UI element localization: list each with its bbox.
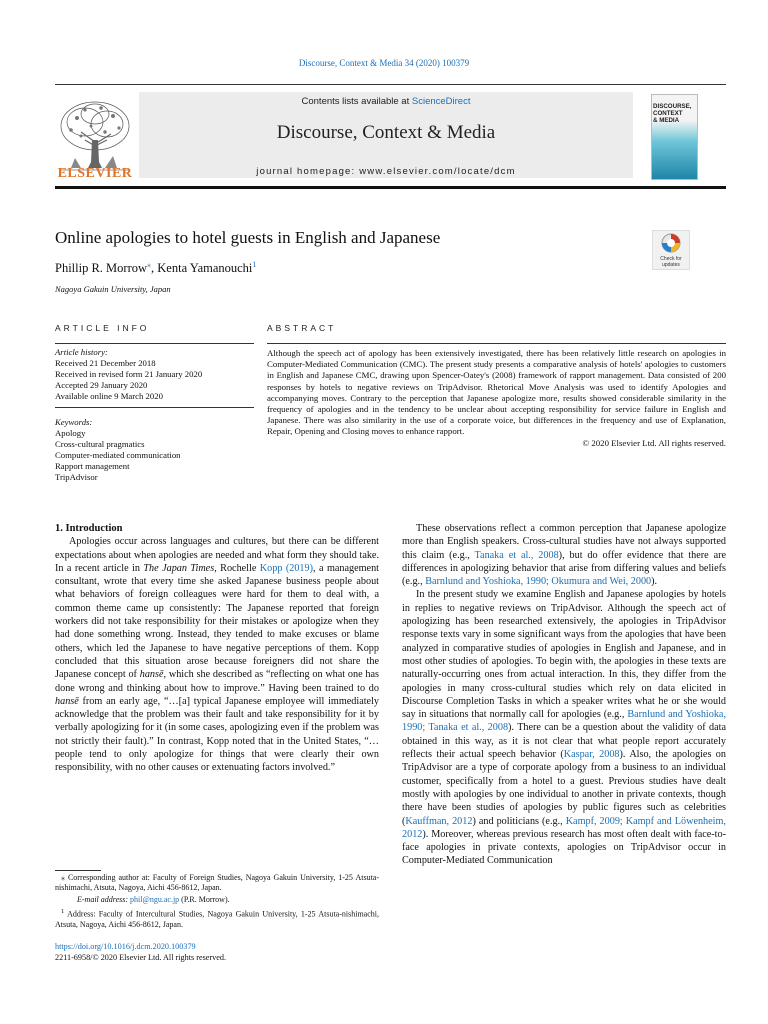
history-item: Received 21 December 2018 <box>55 358 156 368</box>
crossmark-label-line: Check for <box>660 256 682 262</box>
check-for-updates-badge[interactable] <box>652 230 690 270</box>
text-run: hansē <box>55 695 79 707</box>
author-name: Phillip R. Morrow <box>55 261 148 276</box>
article-info-rule <box>55 343 254 344</box>
paragraph <box>402 588 726 867</box>
article-info-heading: ARTICLE INFO <box>55 323 150 333</box>
text-run: In the present study we examine English and Japanese apologies by hotels in replies to negative reviews on TripAdvisor. Although the speech act of apologizing has been researched extensively, the apologies in TripAdvisor response texts vary in some significant ways from the apologies that have been analyzed in comparative studies of apologies in English and Japanese, and in most other studies of apologies. To begin with, the apologies in these texts are naturally-occurring ones from actual interaction. In this, they differ from the apologies in many cross-cultural studies which rely on data elicited in Discourse Completion Tasks in which a speaker writes what he or she would say in situations that normally call for apologies (e.g., <box>402 589 726 721</box>
contents-prefix: Contents lists available at <box>301 96 412 107</box>
doi-block <box>55 941 226 963</box>
text-run: , Rochelle <box>214 562 260 574</box>
citation-link[interactable]: Kopp (2019) <box>259 562 314 574</box>
corresponding-author-mark[interactable]: ⁎ <box>147 260 152 269</box>
footnotes <box>55 873 379 932</box>
elsevier-wordmark: ELSEVIER <box>57 166 133 181</box>
citation-link[interactable]: Kampf, 2009; Kampf and Löwenheim, 2012 <box>402 815 726 840</box>
author-list: Phillip R. Morrow⁎, Kenta Yamanouchi$^1$ <box>55 260 257 276</box>
history-item: Received in revised form 21 January 2020 <box>55 369 203 379</box>
footnote-rule <box>55 870 101 871</box>
affiliation: Nagoya Gakuin University, Japan <box>55 284 171 294</box>
text-run: , which she described as “reflecting on what one has done wrong and thinking about how to improve.” Having been trained to do <box>55 669 379 694</box>
text-run: These observations reflect a common perception that Japanese apologize more than English speakers. Cross-cultural studies have not always supported this claim (e.g., <box>402 523 726 561</box>
footnote-mark[interactable]: 1 <box>252 260 257 269</box>
text-run: from an early age, “…[a] typical Japanese employee will immediately acknowledge that the problem was their fault and take responsibility for it by verbally apologizing for it (in some cases, apologizing even if the problem was not strictly their fault).” In contrast, Kopp noted that in the United States, “…people tend to only apologize for things that were clearly their own responsibility, with no other causes or extenuating factors involved.” <box>55 695 379 774</box>
text-run: hansē <box>139 669 164 681</box>
history-heading: Article history: <box>55 347 108 357</box>
text-run: ). <box>651 576 658 588</box>
author-name: Kenta Yamanouchi <box>157 261 253 276</box>
article-history <box>55 347 202 402</box>
journal-homepage <box>139 166 633 177</box>
citation-link[interactable]: Barnlund and Yoshioka, 1990; Okumura and Wei, 2000 <box>425 576 652 588</box>
cover-text-line: & MEDIA <box>653 117 680 124</box>
body-column-right <box>402 522 726 868</box>
keywords <box>55 417 181 483</box>
text-run: ), but do offer evidence that there are differences in apologizing behavior that arise from differing values and beliefs (e.g., <box>402 549 727 588</box>
citation-link[interactable]: Tanaka et al., 2008 <box>474 549 559 561</box>
footnote-text: Address: Faculty of Intercultural Studies, Nagoya Gakuin University, 1-25 Atsuta-nishimachi, Atsuta, Nagoya, Aichi 456-8612, Japan. <box>55 909 379 929</box>
footnote-email <box>55 895 379 905</box>
masthead-box <box>139 92 633 178</box>
cover-title <box>652 103 698 124</box>
footnote-mark: ⁎ <box>61 873 65 882</box>
issn-copyright: 2211-6958/© 2020 Elsevier Ltd. All rights reserved. <box>55 953 227 962</box>
abstract-copyright: © 2020 Elsevier Ltd. All rights reserved. <box>582 437 726 448</box>
text-run: , a management consultant, wrote that every time she asked Japanese business people about what behaviors of foreign colleagues were hard for them to deal with, a common theme came up consistently: The Japanese reported that foreign workers did not take responsibility for their mistakes or apologize when they had done something wrong. Instead, they tended to make excuses or blame others, which led the Japanese to have negative perceptions of them. Kopp concluded that this situation arose because foreigners did not share the Japanese concept of <box>55 562 379 681</box>
journal-cover-thumbnail[interactable] <box>651 94 698 180</box>
footnote-text: Corresponding author at: Faculty of Foreign Studies, Nagoya Gakuin University, 1-25 Atsuta-nishimachi, Atsuta, Nagoya, Aichi 456-8612, Japan. <box>55 873 379 892</box>
keywords-heading: Keywords: <box>55 417 93 427</box>
history-item: Accepted 29 January 2020 <box>55 380 148 390</box>
sciencedirect-link[interactable]: ScienceDirect <box>411 96 471 107</box>
section-title: 1. Introduction <box>55 523 123 534</box>
crossmark-icon <box>653 231 689 257</box>
crossmark-label <box>653 257 689 268</box>
article-info-divider <box>55 407 254 408</box>
body-column-left <box>55 522 379 775</box>
doi-link[interactable]: https://doi.org/10.1016/j.dcm.2020.100379 <box>55 942 196 951</box>
keyword: Cross-cultural pragmatics <box>55 439 145 449</box>
abstract-rule <box>267 343 726 344</box>
text-run: The Japan Times <box>143 562 215 574</box>
paragraph <box>55 535 379 774</box>
top-rule <box>55 84 726 85</box>
footnote-1 <box>55 907 379 930</box>
keyword: Computer-mediated communication <box>55 450 181 460</box>
abstract-body <box>267 348 726 449</box>
text-run: ). Moreover, whereas previous research has most often dealt with face-to-face apologies in private contexts, apologies on TripAdvisor occur in Computer-Mediated Communication <box>402 828 726 867</box>
masthead-rule <box>55 186 726 189</box>
email-label: E-mail address: <box>77 895 131 904</box>
homepage-url[interactable]: www.elsevier.com/locate/dcm <box>359 166 516 177</box>
keyword: Rapport management <box>55 461 130 471</box>
citation-link[interactable]: Kauffman, 2012 <box>405 815 473 827</box>
article-title: Online apologies to hotel guests in English and Japanese <box>55 228 441 247</box>
abstract-text: Although the speech act of apology has been extensively investigated, there has been relatively little research on apologies in Computer-Mediated Communication (CMC). The present study presents a comparative analysis of hotels' apologies to customers in English and Japanese CMC, drawing upon Spencer-Oatey's (2008) framework of rapport management. Data consisted of 200 responses by hotels to negative reviews on TripAdvisor. Rhetorical Move Analysis was used to identify Apologies and accompanying moves. Contrary to the perception that Japanese apologize more, results showed considerable similarity in the frequency of apologies and in the tendency to be unclear about accepting responsibility for service failure in English and Japanese. There was also similarity in the use of a corporate voice, but differences in the frequency and use of Explanation, Repair, Opening and Closing moves to enhance rapport. <box>267 348 726 437</box>
text-run: ) and politicians (e.g., <box>472 815 566 827</box>
footnote-mark: 1 <box>61 908 65 915</box>
abstract-heading: ABSTRACT <box>267 323 337 333</box>
journal-citation[interactable]: Discourse, Context & Media 34 (2020) 100379 <box>298 58 470 68</box>
cover-text-line: DISCOURSE, <box>653 103 692 110</box>
crossmark-label-line: updates <box>662 261 680 268</box>
citation-link[interactable]: Kaspar, 2008 <box>563 749 620 761</box>
journal-title: Discourse, Context & Media <box>276 122 496 143</box>
text-run: Apologies occur across languages and cultures, but there can be different expectations about when apologies are needed and what form they should take. In a recent article in <box>55 536 379 574</box>
masthead <box>55 88 726 184</box>
keyword: Apology <box>55 428 86 438</box>
history-item: Available online 9 March 2020 <box>55 391 163 401</box>
homepage-prefix: journal homepage: <box>256 166 360 177</box>
paragraph <box>402 522 726 588</box>
citation-link[interactable]: Barnlund and Yoshioka, 1990; Tanaka et al., 2008 <box>402 709 727 734</box>
email-link[interactable]: phil@ngu.ac.jp <box>130 895 180 904</box>
keyword: TripAdvisor <box>55 472 98 482</box>
footnote-text: (P.R. Morrow). <box>179 895 230 904</box>
footnote-corresponding <box>55 873 379 893</box>
text-run: ). Also, the apologies on TripAdvisor are a type of corporate apology from a business to an individual customer, specifically from a hotel to a guest. Previous studies have dealt mostly with apologies by one individual to another in private contexts, though there have been studies of apologies by public figures such as celebrities ( <box>402 749 726 827</box>
contents-line <box>139 96 633 107</box>
text-run: ). There can be a question about the validity of data obtained in this way, as it is not clear that what people report accurately reflects their actual speech behavior ( <box>402 722 726 761</box>
cover-text-line: CONTEXT <box>653 110 683 117</box>
